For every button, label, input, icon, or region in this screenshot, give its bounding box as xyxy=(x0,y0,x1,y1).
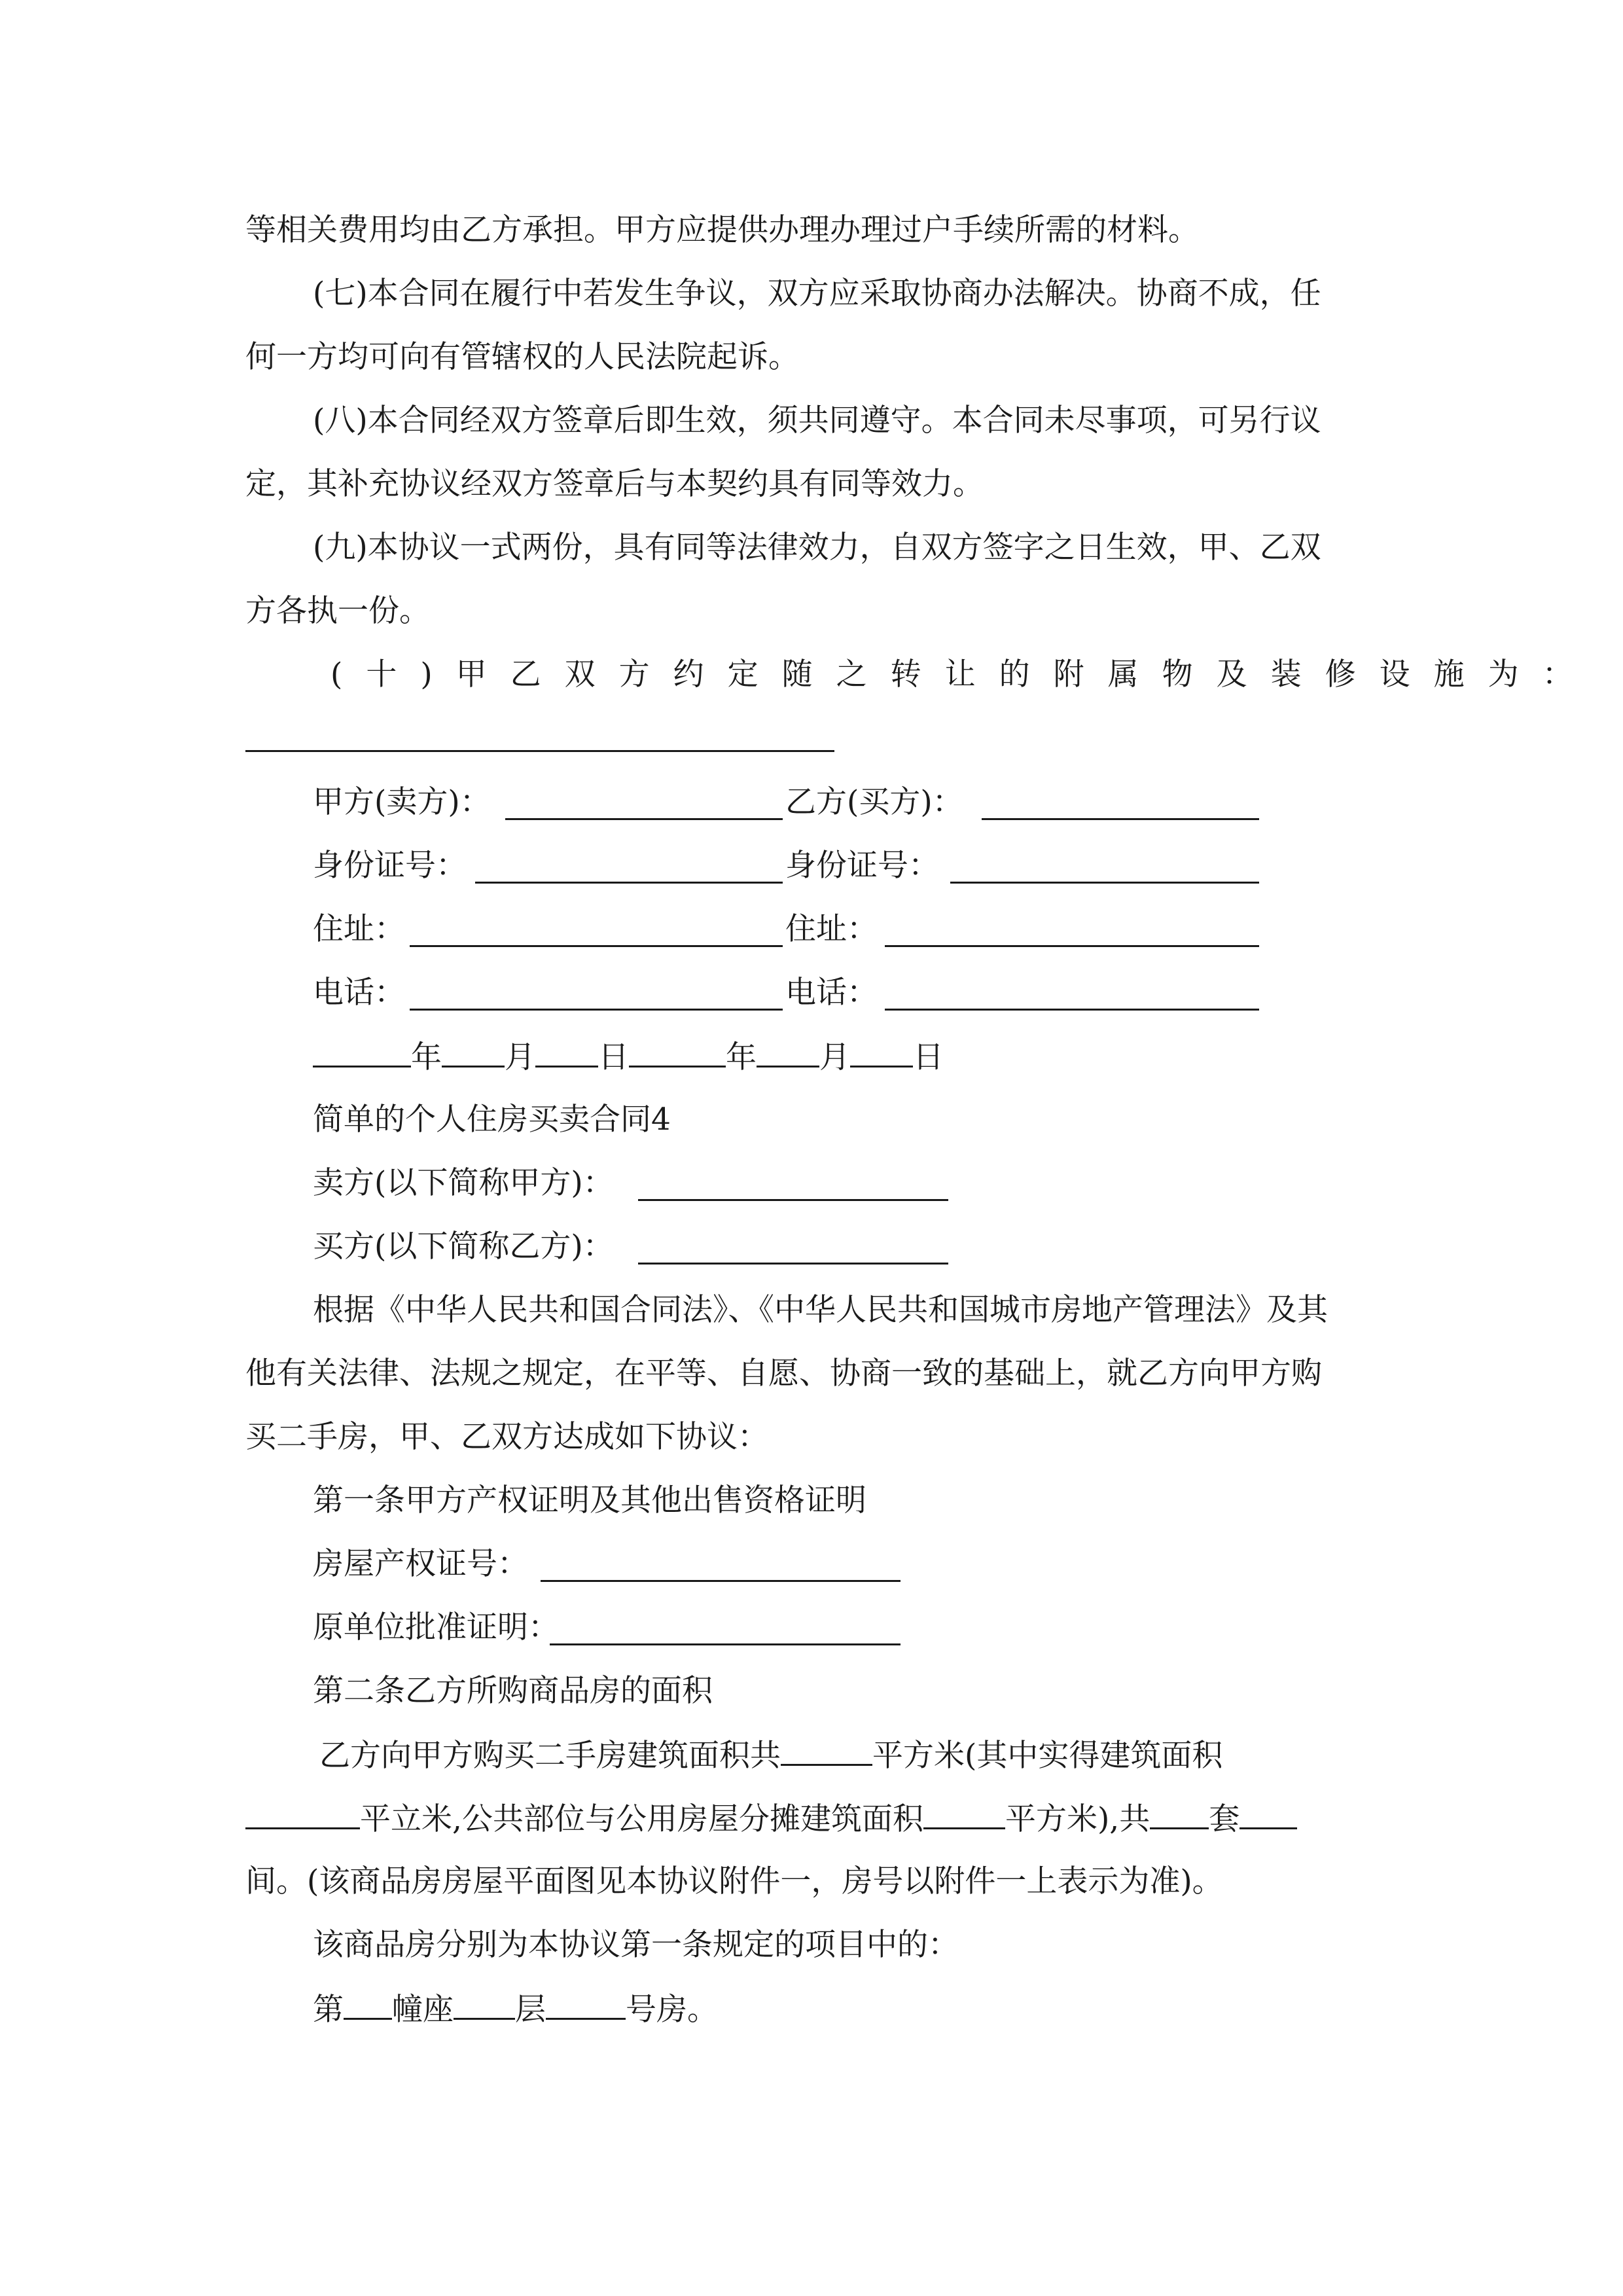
sig-buyer-blank xyxy=(982,818,1259,820)
clause-9-line-1: (九)本协议一式两份，具有同等法律效力，自双方签字之日生效，甲、乙双 xyxy=(313,529,1321,565)
preamble-line-1: 根据《中华人民共和国合同法》、《中华人民共和国城市房地产管理法》及其 xyxy=(313,1292,1328,1328)
date-day-a: 日 xyxy=(598,1039,629,1075)
location-line xyxy=(313,1989,718,2028)
sig-id-blank-b xyxy=(950,882,1259,884)
buyer-label: 买方(以下简称乙方)： xyxy=(313,1229,614,1265)
date-month-blank-b xyxy=(757,1037,819,1067)
date-year-blank-a xyxy=(313,1037,411,1067)
clause-7-line-1: (七)本合同在履行中若发生争议，双方应采取协商办法解决。协商不成，任 xyxy=(313,276,1321,312)
article-1-heading: 第一条甲方产权证明及其他出售资格证明 xyxy=(313,1482,866,1518)
preamble-line-3: 买二手房，甲、乙双方达成如下协议： xyxy=(245,1419,768,1455)
area-text-4: 平方米),共 xyxy=(1005,1801,1150,1837)
area-line-1 xyxy=(319,1735,1222,1774)
date-year-b: 年 xyxy=(726,1039,757,1075)
sig-id-label-b: 身份证号： xyxy=(785,848,939,884)
sig-tel-blank-a xyxy=(410,1009,783,1011)
room-no-blank xyxy=(546,1989,626,2020)
area-usable-blank xyxy=(245,1799,360,1829)
date-day-b: 日 xyxy=(913,1039,944,1075)
sig-id-label-a: 身份证号： xyxy=(313,848,467,884)
contract-title: 简单的个人住房买卖合同4 xyxy=(313,1102,671,1138)
area-line-2 xyxy=(245,1799,1297,1838)
clause-7-line-2: 何一方均可向有管辖权的人民法院起诉。 xyxy=(245,339,799,375)
preamble-line-2: 他有关法律、法规之规定，在平等、自愿、协商一致的基础上，就乙方向甲方购 xyxy=(245,1355,1322,1391)
paragraph-line: 等相关费用均由乙方承担。甲方应提供办理办理过户手续所需的材料。 xyxy=(245,212,1199,248)
area-total-blank xyxy=(781,1735,872,1766)
area-text-1: 乙方向甲方购买二手房建筑面积共 xyxy=(319,1738,781,1774)
sig-id-blank-a xyxy=(475,882,783,884)
date-day-blank-a xyxy=(535,1037,598,1067)
clause-8-line-2: 定，其补充协议经双方签章后与本契约具有同等效力。 xyxy=(245,466,984,502)
seller-label: 卖方(以下简称甲方)： xyxy=(313,1165,614,1201)
clause-9-line-2: 方各执一份。 xyxy=(245,593,430,629)
sig-addr-blank-a xyxy=(410,945,783,947)
article-2-heading: 第二条乙方所购商品房的面积 xyxy=(313,1673,713,1709)
date-line xyxy=(313,1037,944,1076)
seller-blank xyxy=(638,1199,948,1201)
building-blank xyxy=(344,1989,392,2020)
sig-tel-label-a: 电话： xyxy=(313,975,405,1011)
orig-unit-blank xyxy=(550,1643,901,1645)
date-year-a: 年 xyxy=(411,1039,442,1075)
location-intro: 该商品房分别为本协议第一条规定的项目中的： xyxy=(313,1927,959,1963)
clause-10-line: (十)甲乙双方约定随之转让的附属物及装修设施为： xyxy=(330,656,1597,692)
sig-seller-blank xyxy=(505,818,783,820)
area-line-3: 间。(该商品房房屋平面图见本协议附件一，房号以附件一上表示为准)。 xyxy=(245,1863,1223,1899)
sig-tel-label-b: 电话： xyxy=(785,975,878,1011)
area-text-5: 套 xyxy=(1209,1801,1240,1837)
sig-buyer-label: 乙方(买方)： xyxy=(785,784,963,820)
cert-no-label: 房屋产权证号： xyxy=(313,1546,528,1582)
loc-di: 第 xyxy=(313,1992,344,2028)
clause-8-line-1: (八)本合同经双方签章后即生效，须共同遵守。本合同未尽事项，可另行议 xyxy=(313,403,1321,439)
date-month-b: 月 xyxy=(819,1039,850,1075)
loc-zuo: 幢座 xyxy=(392,1992,454,2028)
suite-blank xyxy=(1150,1799,1209,1829)
area-text-3: 平立米,公共部位与公用房屋分摊建筑面积 xyxy=(360,1801,923,1837)
date-month-blank-a xyxy=(442,1037,505,1067)
date-year-blank-b xyxy=(629,1037,726,1067)
loc-hao: 号房。 xyxy=(626,1992,718,2028)
sig-seller-label: 甲方(卖方)： xyxy=(313,784,491,820)
room-blank xyxy=(1240,1799,1297,1829)
buyer-blank xyxy=(638,1263,948,1265)
sig-addr-blank-b xyxy=(885,945,1259,947)
sig-addr-label-a: 住址： xyxy=(313,911,405,947)
floor-blank xyxy=(454,1989,515,2020)
clause-10-blank xyxy=(245,750,834,752)
area-shared-blank xyxy=(923,1799,1005,1829)
date-month-a: 月 xyxy=(505,1039,535,1075)
loc-ceng: 层 xyxy=(515,1992,546,2028)
area-text-2: 平方米(其中实得建筑面积 xyxy=(872,1738,1223,1774)
cert-no-blank xyxy=(541,1580,901,1582)
orig-unit-label: 原单位批准证明： xyxy=(313,1609,559,1645)
date-day-blank-b xyxy=(850,1037,913,1067)
sig-tel-blank-b xyxy=(885,1009,1259,1011)
sig-addr-label-b: 住址： xyxy=(785,911,878,947)
